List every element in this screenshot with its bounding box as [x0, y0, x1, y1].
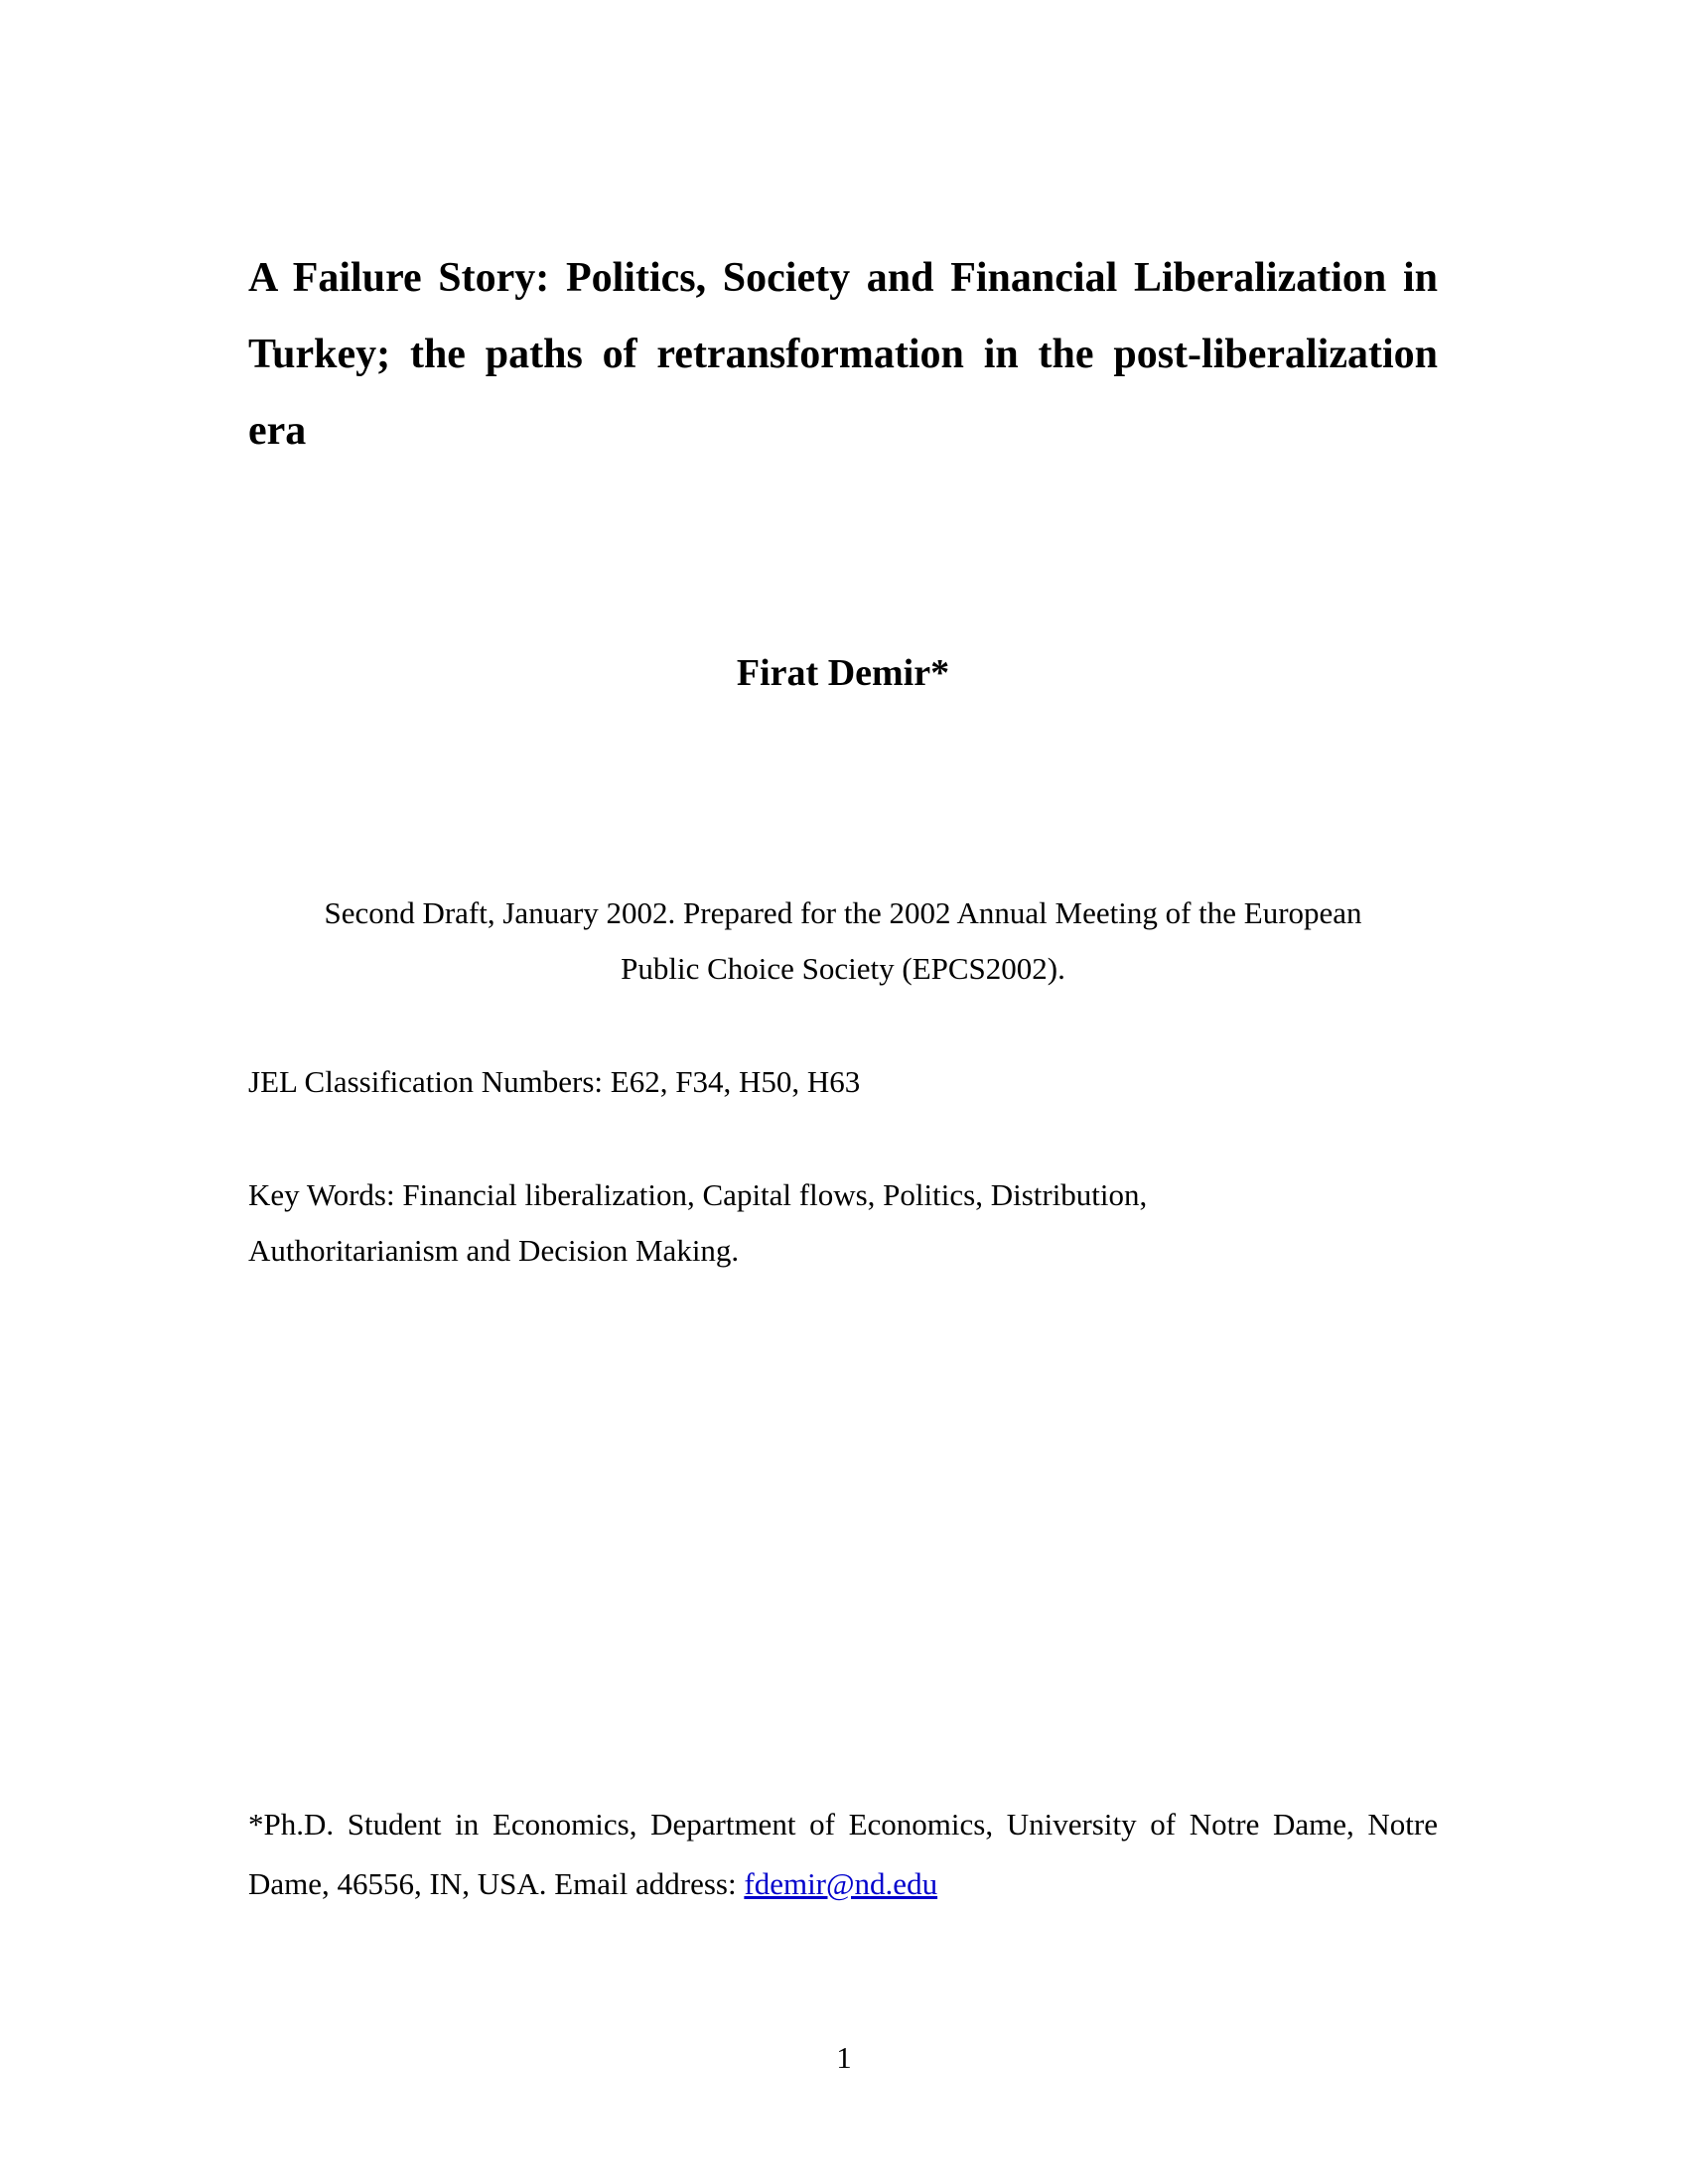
footnote-text: *Ph.D. Student in Economics, Department of Economics, University of Notre Dame, Notre Dame, 46556, IN, USA. Email address: — [248, 1807, 1438, 1901]
page-number: 1 — [836, 2040, 852, 2075]
key-words-line-1: Key Words: Financial liberalization, Capital flows, Politics, Distribution, — [248, 1177, 1148, 1212]
paper-title: A Failure Story: Politics, Society and Financial Liberalization in Turkey; the paths of retransformation in the post-liberalization era — [248, 255, 1438, 454]
draft-note — [248, 886, 1438, 997]
key-words — [248, 1167, 1438, 1279]
draft-note-line-2: Public Choice Society (EPCS2002). — [621, 951, 1065, 986]
author-footnote — [248, 1795, 1438, 1914]
email-link[interactable]: fdemir@nd.edu — [744, 1866, 938, 1901]
key-words-line-2: Authoritarianism and Decision Making. — [248, 1233, 740, 1268]
author-name: Firat Demir* — [736, 652, 950, 694]
jel-classification: JEL Classification Numbers: E62, F34, H50, H63 — [248, 1064, 861, 1099]
draft-note-line-1: Second Draft, January 2002. Prepared for the 2002 Annual Meeting of the European — [324, 895, 1362, 930]
